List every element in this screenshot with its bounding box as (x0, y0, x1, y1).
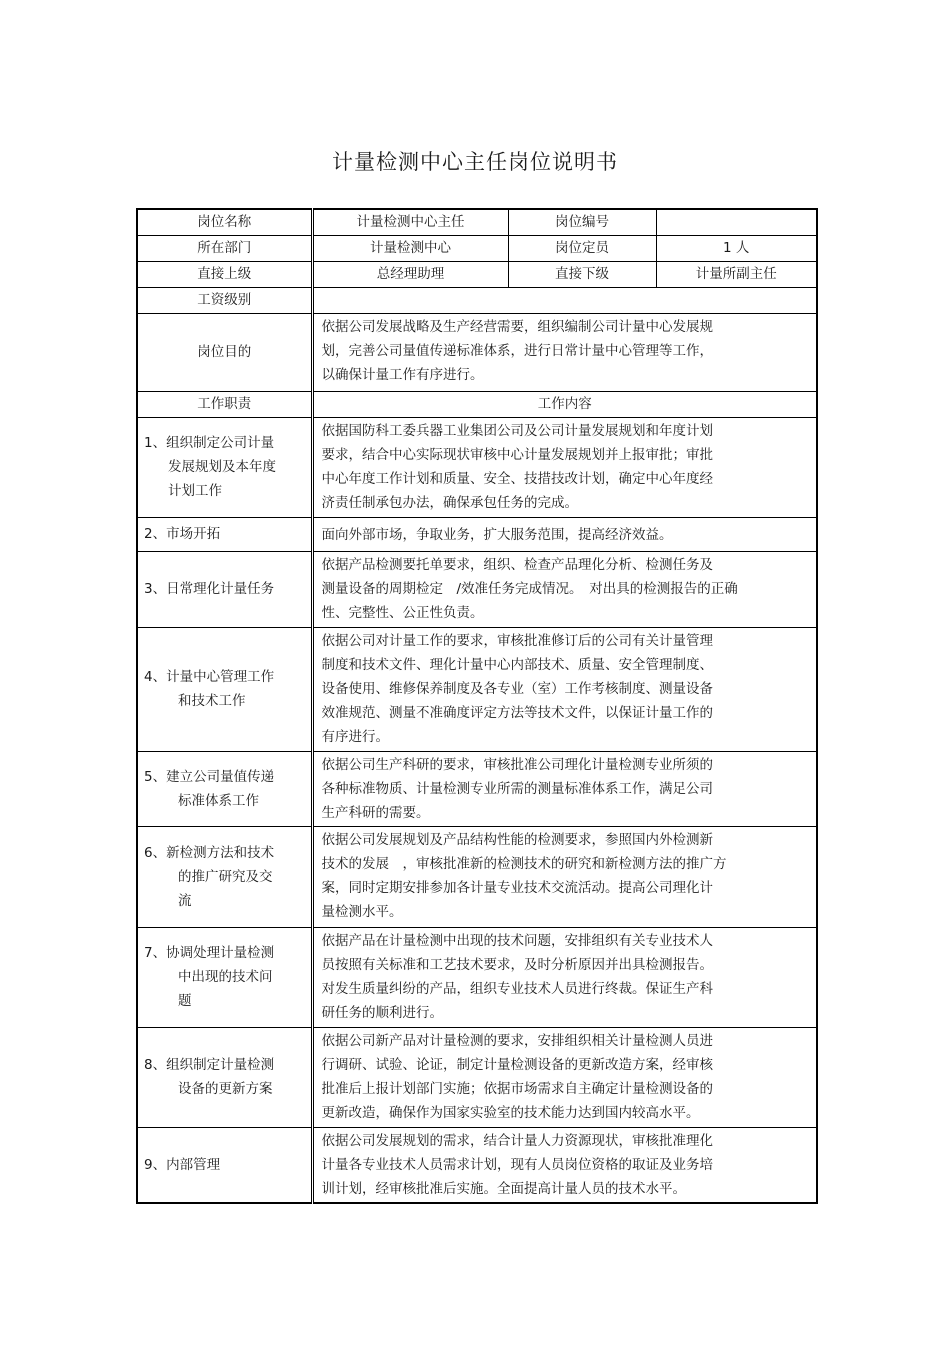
row-superior (137, 261, 817, 287)
duty-content-line: 性、完整性、公正性负责。 (321, 604, 484, 621)
duty-name-line: 题 (178, 993, 192, 1009)
duty-content (312, 1127, 817, 1203)
duty-row (137, 826, 817, 927)
duty-row (137, 1027, 817, 1127)
duty-name-line: 标准体系工作 (178, 792, 259, 809)
duty-row (137, 1127, 817, 1203)
duty-content (312, 1027, 817, 1127)
job-description-table (136, 208, 818, 1204)
row-post-name (137, 209, 817, 235)
dept-label: 所在部门 (137, 235, 312, 261)
row-salary (137, 287, 817, 313)
duty-content (312, 551, 817, 627)
duty-content-line: 效准规范、测量不准确度评定方法等技术文件，以保证计量工作的 (321, 704, 713, 721)
duty-name (137, 927, 312, 1027)
post-no-value (656, 209, 817, 235)
duty-content-line: 依据公司新产品对计量检测的要求，安排组织相关计量检测人员进 (321, 1032, 713, 1049)
duty-name-line: 3、日常理化计量任务 (144, 581, 275, 597)
duty-content-line: 面向外部市场，争取业务，扩大服务范围，提高经济效益。 (321, 526, 673, 543)
duty-row (137, 417, 817, 517)
duty-name (137, 417, 312, 517)
duty-content-line: 要求，结合中心实际现状审核中心计量发展规划并上报审批；审批 (321, 446, 713, 463)
duty-name (137, 826, 312, 927)
purpose-label: 岗位目的 (137, 313, 312, 391)
duty-name (137, 751, 312, 826)
duty-row (137, 627, 817, 751)
duty-row (137, 751, 817, 826)
duty-name-line: 2、市场开拓 (144, 526, 221, 542)
duty-content (312, 417, 817, 517)
duty-content-line: 依据国防科工委兵器工业集团公司及公司计量发展规划和年度计划 (321, 422, 713, 439)
duty-content-line: 依据产品在计量检测中出现的技术问题，安排组织有关专业技术人 (321, 932, 713, 949)
duty-content-line: 依据公司发展规划的需求，结合计量人力资源现状，审核批准理化 (321, 1132, 713, 1149)
duty-content-line: 各种标准物质、计量检测专业所需的测量标准体系工作，满足公司 (321, 780, 713, 797)
duty-name-line: 发展规划及本年度 (168, 459, 276, 475)
duty-content-line: 依据公司生产科研的要求，审核批准公司理化计量检测专业所须的 (321, 756, 713, 773)
duty-header: 工作职责 (137, 391, 312, 417)
duty-name-line: 流 (178, 892, 192, 909)
duty-content-line: 依据产品检测要托单要求，组织、检查产品理化分析、检测任务及 (321, 556, 713, 573)
post-name-value: 计量检测中心主任 (312, 209, 508, 235)
salary-label: 工资级别 (137, 287, 312, 313)
duty-name-line: 9、内部管理 (144, 1156, 221, 1173)
duty-content-line: 技术的发展 ，审核批准新的检测技术的研究和新检测方法的推广方 (321, 855, 727, 872)
purpose-line: 划，完善公司量值传递标准体系，进行日常计量中心管理等工作， (321, 342, 713, 359)
duty-content-line: 制度和技术文件、理化计量中心内部技术、质量、安全管理制度、 (321, 656, 713, 673)
duty-content-line: 济责任制承包办法，确保承包任务的完成。 (321, 494, 578, 511)
duty-name (137, 627, 312, 751)
purpose-line: 依据公司发展战略及生产经营需要，组织编制公司计量中心发展规 (321, 318, 713, 335)
duty-name-line: 中出现的技术问 (178, 969, 273, 985)
purpose-line: 以确保计量工作有序进行。 (321, 366, 484, 383)
duty-content-line: 生产科研的需要。 (321, 804, 430, 821)
duty-name-line: 和技术工作 (178, 693, 246, 709)
duty-content-line: 依据公司发展规划及产品结构性能的检测要求，参照国内外检测新 (321, 831, 713, 848)
duty-content (312, 627, 817, 751)
post-no-label: 岗位编号 (508, 209, 656, 235)
duty-content-line: 批准后上报计划部门实施；依据市场需求自主确定计量检测设备的 (321, 1080, 713, 1097)
duty-row (137, 927, 817, 1027)
duty-content-line: 更新改造，确保作为国家实验室的技术能力达到国内较高水平。 (321, 1104, 700, 1121)
duty-content-line: 案，同时定期安排参加各计量专业技术交流活动。提高公司理化计 (321, 879, 713, 896)
staffing-value: 1 人 (656, 235, 817, 261)
duty-content-line: 测量设备的周期检定 /效准任务完成情况。 对出具的检测报告的正确 (321, 580, 738, 597)
row-purpose (137, 313, 817, 391)
duty-row (137, 551, 817, 627)
duty-name (137, 517, 312, 551)
duty-content (312, 826, 817, 927)
superior-value: 总经理助理 (312, 261, 508, 287)
duty-content-line: 依据公司对计量工作的要求，审核批准修订后的公司有关计量管理 (321, 632, 713, 649)
duty-name (137, 1027, 312, 1127)
duty-name-line: 设备的更新方案 (178, 1081, 273, 1097)
subordinate-value: 计量所副主任 (656, 261, 817, 287)
duty-name-line: 4、计量中心管理工作 (144, 669, 275, 685)
duty-content-line: 行调研、试验、论证，制定计量检测设备的更新改造方案，经审核 (321, 1056, 713, 1073)
dept-value: 计量检测中心 (312, 235, 508, 261)
row-dept (137, 235, 817, 261)
salary-value (312, 287, 817, 313)
content-header: 工作内容 (312, 391, 817, 417)
superior-label: 直接上级 (137, 261, 312, 287)
post-name-label: 岗位名称 (137, 209, 312, 235)
duty-content (312, 517, 817, 551)
purpose-text (312, 313, 817, 391)
duty-content-line: 计量各专业技术人员需求计划，现有人员岗位资格的取证及业务培 (321, 1156, 713, 1173)
row-duties-header (137, 391, 817, 417)
duty-content (312, 751, 817, 826)
subordinate-label: 直接下级 (508, 261, 656, 287)
duty-content-line: 训计划，经审核批准后实施。全面提高计量人员的技术水平。 (321, 1180, 686, 1197)
duty-content-line: 设备使用、维修保养制度及各专业（室）工作考核制度、测量设备 (321, 680, 713, 697)
duty-name (137, 551, 312, 627)
duty-content-line: 中心年度工作计划和质量、安全、技措技改计划，确定中心年度经 (321, 470, 713, 487)
duty-content-line: 量检测水平。 (321, 903, 403, 920)
duty-name-line: 计划工作 (168, 483, 222, 499)
duty-name-line: 1、组织制定公司计量 (144, 435, 275, 451)
duty-name-line: 的推广研究及交 (178, 868, 273, 885)
duty-name-line: 6、新检测方法和技术 (144, 844, 275, 861)
duty-row (137, 517, 817, 551)
duty-name-line: 5、建立公司量值传递 (144, 768, 275, 785)
duty-name-line: 7、协调处理计量检测 (144, 945, 275, 961)
duty-content-line: 有序进行。 (321, 728, 389, 745)
duty-content-line: 研任务的顺利进行。 (321, 1004, 443, 1021)
staffing-label: 岗位定员 (508, 235, 656, 261)
duty-content-line: 员按照有关标准和工艺技术要求，及时分析原因并出具检测报告。 (321, 956, 713, 973)
duty-content (312, 927, 817, 1027)
duty-name-line: 8、组织制定计量检测 (144, 1057, 275, 1073)
duty-name (137, 1127, 312, 1203)
page-title: 计量检测中心主任岗位说明书 (332, 150, 618, 174)
duty-content-line: 对发生质量纠纷的产品，组织专业技术人员进行终裁。保证生产科 (321, 980, 713, 997)
